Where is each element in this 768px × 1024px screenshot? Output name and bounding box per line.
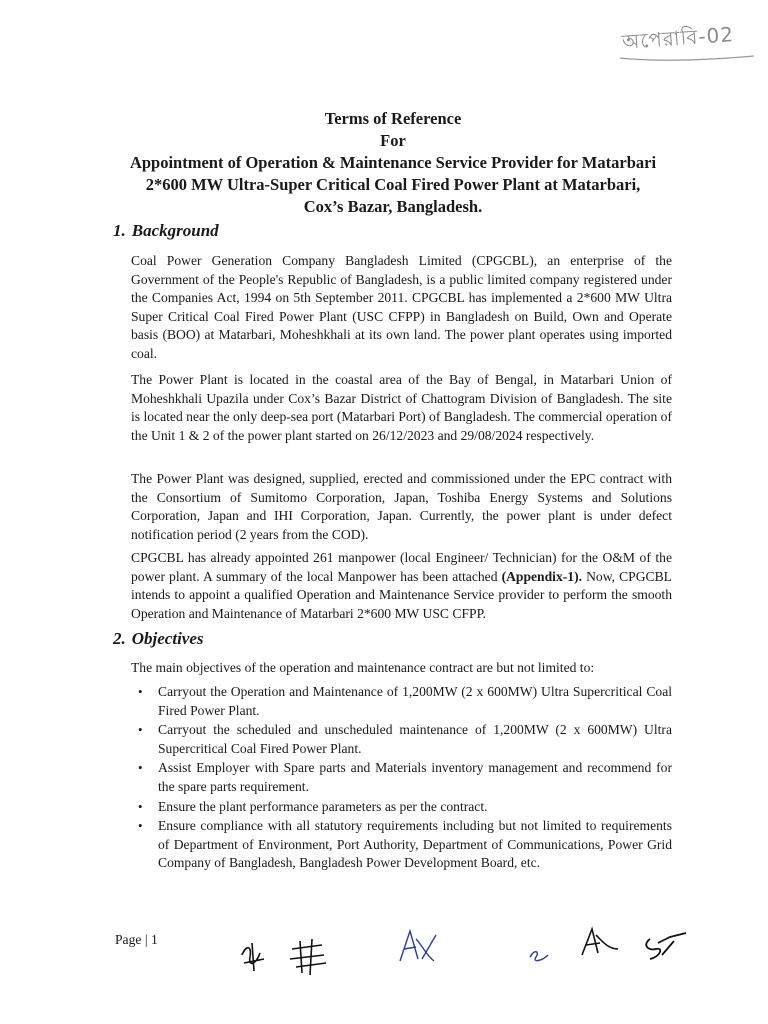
background-paragraph-4: [131, 549, 672, 623]
signature-4-icon: [530, 952, 548, 961]
list-item: • Ensure the plant performance parameters as per the contract.: [131, 798, 672, 817]
appendix-reference: (Appendix-1).: [501, 568, 583, 584]
title-line-1: Terms of Reference: [324, 109, 462, 128]
section-number: 2.: [113, 629, 126, 648]
objectives-intro: The main objectives of the operation and maintenance contract are but not limited to:: [131, 660, 595, 675]
list-item: • Carryout the Operation and Maintenance of 1,200MW (2 x 600MW) Ultra Supercritical Coal Fired Power Plant.: [131, 683, 672, 720]
document-title: [100, 108, 686, 218]
objectives-list: [131, 683, 672, 874]
title-line-5: Cox’s Bazar, Bangladesh.: [303, 197, 483, 216]
signature-1-icon: [242, 943, 264, 971]
list-item: • Ensure compliance with all statutory requirements including but not limited to requirements of Department of Environment, Port Authority, Department of Communications, Power Grid Company of Bangladesh, Bangladesh Power Development Board, etc.: [131, 817, 672, 873]
background-paragraph-3: The Power Plant was designed, supplied, erected and commissioned under the EPC contract with the Consortium of Sumitomo Corporation, Japan, Toshiba Energy Systems and Solutions Corporation, Japan and IHI Corporation, Japan. Currently, the power plant is under defect notification period (2 years from the COD).: [131, 471, 672, 542]
background-paragraph-2: The Power Plant is located in the coastal area of the Bay of Bengal, in Matarbari Union of Moheshkhali Upazila under Cox’s Bazar District of Chattogram Division of Bangladesh. The site is located near the only deep-sea port (Matarbari Port) of Bangladesh. The commercial operation of the Unit 1 & 2 of the power plant started on 26/12/2023 and 29/08/2024 respectively.: [131, 372, 672, 443]
p4-text-before: CPGCBL has already appointed 261 manpower (local Engineer/ Technician) for the O&M of the power plant. A summary of the local Manpower has been attached: [131, 550, 672, 584]
section-title: Objectives: [131, 629, 204, 648]
title-line-2: For: [380, 131, 406, 150]
section-number: 1.: [113, 221, 126, 240]
section-heading-objectives: [113, 629, 204, 649]
signature-2-icon: [290, 939, 326, 975]
signature-5-icon: [582, 929, 618, 955]
section-title: Background: [131, 221, 219, 240]
signature-3-icon: [400, 931, 436, 961]
list-item: • Carryout the scheduled and unscheduled maintenance of 1,200MW (2 x 600MW) Ultra Supercritical Coal Fired Power Plant.: [131, 721, 672, 758]
stamp-text: অপেরাবি-02: [621, 22, 735, 54]
signatures-row: [230, 915, 700, 985]
section-heading-background: [113, 221, 219, 241]
p4-text-after: Now, CPGCBL intends to appoint a qualified Operation and Maintenance Service provider to perform the smooth Operation and Maintenance of Matarbari 2*600 MW USC CFPP.: [131, 568, 672, 621]
background-paragraph-1: Coal Power Generation Company Bangladesh Limited (CPGCBL), an enterprise of the Government of the People's Republic of Bangladesh, is a public limited company registered under the Companies Act, 1994 on 5th September 2011. CPGCBL has implemented a 2*600 MW Ultra Super Critical Coal Fired Power Plant (USC CFPP) in Bangladesh on Build, Own and Operate basis (BOO) at Matarbari, Moheshkhali at its own land. The power plant operates using imported coal.: [131, 253, 672, 361]
list-item: • Assist Employer with Spare parts and Materials inventory management and recommend for the spare parts requirement.: [131, 759, 672, 796]
title-line-4: 2*600 MW Ultra-Super Critical Coal Fired Power Plant at Matarbari,: [145, 175, 641, 194]
signature-6-icon: [646, 933, 686, 959]
title-line-3: Appointment of Operation & Maintenance Service Provider for Matarbari: [129, 153, 657, 172]
page-number: Page | 1: [115, 932, 158, 947]
handwritten-stamp: [618, 20, 758, 68]
